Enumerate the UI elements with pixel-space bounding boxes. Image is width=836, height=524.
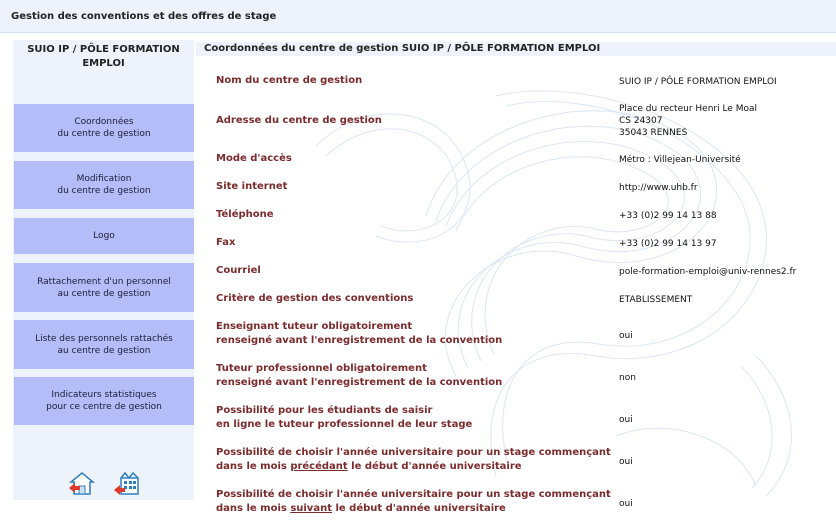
menu-modification-button[interactable] bbox=[14, 161, 194, 209]
field-value-site: http://www.uhb.fr bbox=[619, 183, 698, 193]
field-value-fax: +33 (0)2 99 14 13 97 bbox=[619, 239, 717, 249]
label-line: en ligne le tuteur professionnel de leur stage bbox=[216, 419, 473, 430]
app-title: Gestion des conventions et des offres de stage bbox=[11, 11, 277, 22]
label-line bbox=[216, 502, 611, 516]
field-value-critere: ETABLISSEMENT bbox=[619, 295, 693, 305]
menu-label: au centre de gestion bbox=[57, 288, 151, 299]
menu-label: Coordonnées bbox=[74, 117, 134, 127]
content-title-bar bbox=[196, 42, 836, 56]
menu-label: Modification bbox=[76, 174, 132, 184]
field-value-enseignant-tuteur: oui bbox=[619, 331, 633, 341]
label-line: Tuteur professionnel obligatoirement bbox=[216, 363, 427, 374]
label-line: Possibilité pour les étudiants de saisir bbox=[216, 405, 433, 416]
label-line: Possibilité de choisir l'année universitaire pour un stage commençant bbox=[216, 447, 611, 458]
field-value-tuteur-pro: non bbox=[619, 373, 636, 383]
label-line: Possibilité de choisir l'année universitaire pour un stage commençant bbox=[216, 489, 611, 500]
menu-label: Logo bbox=[93, 231, 115, 241]
sidebar-title-line: SUIO IP / PÔLE FORMATION bbox=[27, 44, 180, 55]
menu-liste-personnels-button[interactable] bbox=[14, 320, 194, 369]
sidebar-title-line: EMPLOI bbox=[82, 58, 125, 69]
menu-label: du centre de gestion bbox=[57, 129, 151, 139]
field-label-fax: Fax bbox=[216, 237, 236, 248]
field-label-annee-suivant bbox=[216, 488, 611, 516]
label-line bbox=[216, 460, 611, 474]
label-line: Enseignant tuteur obligatoirement bbox=[216, 321, 413, 332]
menu-label: au centre de gestion bbox=[57, 345, 151, 356]
field-label-critere: Critère de gestion des conventions bbox=[216, 293, 414, 304]
label-emphasis: suivant bbox=[290, 503, 332, 514]
field-label-courriel: Courriel bbox=[216, 265, 261, 276]
field-value-adresse bbox=[619, 103, 757, 139]
label-line: renseigné avant l'enregistrement de la convention bbox=[216, 335, 503, 346]
field-label-mode-acces: Mode d'accès bbox=[216, 153, 292, 164]
label-part: dans le mois bbox=[216, 461, 291, 472]
field-label-enseignant-tuteur bbox=[216, 320, 502, 348]
field-value-nom: SUIO IP / PÔLE FORMATION EMPLOI bbox=[619, 77, 777, 87]
building-back-icon[interactable] bbox=[113, 469, 141, 501]
address-line: Place du recteur Henri Le Moal bbox=[619, 104, 757, 114]
field-label-adresse: Adresse du centre de gestion bbox=[216, 115, 382, 126]
field-value-saisie-tuteur: oui bbox=[619, 415, 633, 425]
menu-label: Indicateurs statistiques bbox=[51, 390, 157, 400]
menu-rattachement-button[interactable] bbox=[14, 263, 194, 312]
field-value-courriel: pole-formation-emploi@univ-rennes2.fr bbox=[619, 267, 797, 277]
field-value-annee-suivant: oui bbox=[619, 499, 633, 509]
address-line: 35043 RENNES bbox=[619, 128, 688, 138]
label-part: le début d'année universitaire bbox=[331, 503, 506, 514]
field-value-annee-precedant: oui bbox=[619, 457, 633, 467]
menu-indicateurs-button[interactable] bbox=[14, 377, 194, 425]
sidebar bbox=[13, 40, 194, 500]
label-line: renseigné avant l'enregistrement de la convention bbox=[216, 377, 503, 388]
field-label-telephone: Téléphone bbox=[216, 209, 274, 220]
menu-label: pour ce centre de gestion bbox=[46, 402, 162, 412]
menu-logo-button[interactable] bbox=[14, 218, 194, 254]
menu-coordonnees-button[interactable] bbox=[14, 104, 194, 152]
app-header bbox=[0, 0, 836, 33]
label-part: dans le mois bbox=[216, 503, 291, 514]
field-value-telephone: +33 (0)2 99 14 13 88 bbox=[619, 211, 717, 221]
field-label-nom: Nom du centre de gestion bbox=[216, 75, 363, 86]
label-part: le début d'année universitaire bbox=[347, 461, 522, 472]
menu-label: Liste des personnels rattachés bbox=[35, 333, 173, 344]
menu-label: du centre de gestion bbox=[57, 186, 151, 196]
home-back-icon[interactable] bbox=[68, 471, 96, 501]
label-emphasis: précédant bbox=[290, 461, 348, 472]
menu-label: Rattachement d'un personnel bbox=[37, 276, 171, 287]
field-value-mode-acces: Métro : Villejean-Université bbox=[619, 155, 741, 165]
sidebar-title bbox=[13, 43, 194, 71]
page-title: Coordonnées du centre de gestion SUIO IP / PÔLE FORMATION EMPLOI bbox=[204, 43, 601, 54]
address-line: CS 24307 bbox=[619, 116, 663, 126]
field-label-saisie-tuteur bbox=[216, 404, 472, 432]
field-label-annee-precedant bbox=[216, 446, 611, 474]
field-label-tuteur-pro bbox=[216, 362, 502, 390]
field-label-site: Site internet bbox=[216, 181, 288, 192]
